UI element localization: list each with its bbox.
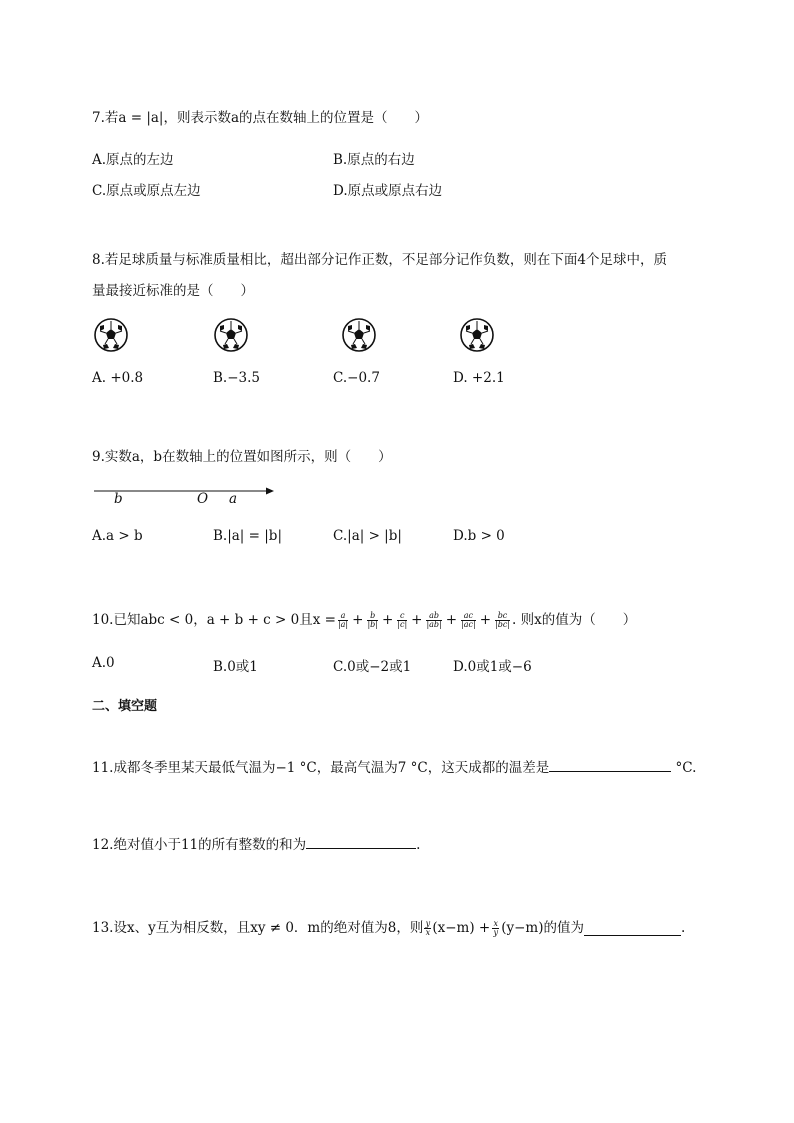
q12-text: 12.绝对值小于11的所有整数的和为 — [92, 837, 307, 853]
plus-sign: + — [411, 612, 423, 628]
q10-fraction — [397, 612, 407, 629]
q9-stem: 9.实数a，b在数轴上的位置如图所示，则（ ） — [92, 449, 392, 465]
q9-option-a: A.a > b — [92, 528, 143, 544]
q10-fraction-num: a — [340, 610, 346, 620]
plus-sign: + — [479, 612, 491, 628]
q10-option-a: A.0 — [92, 655, 115, 671]
q10-fraction-sum — [336, 610, 512, 630]
soccer-ball-icon — [213, 317, 249, 353]
q10-fraction-den: |c| — [397, 619, 408, 629]
q10-fraction-den: |bc| — [495, 619, 510, 629]
axis-label-origin: O — [197, 491, 209, 507]
q10-stem-prefix: 10.已知abc < 0，a + b + c > 0且x = — [92, 612, 336, 628]
q13-fraction-2-den: y — [493, 927, 498, 937]
q9-option-b: B.|a| = |b| — [213, 528, 282, 544]
q13-fraction-1-den: x — [425, 927, 431, 937]
q8-stem-line1: 8.若足球质量与标准质量相比，超出部分记作正数，不足部分记作负数，则在下面4个足球中，质 — [92, 252, 667, 268]
section-title: 二、填空题 — [92, 699, 158, 714]
q13-fraction-2-num: x — [493, 918, 498, 928]
q10-fraction-num: c — [399, 610, 405, 620]
q13-mid2: (y−m)的值为 — [501, 920, 584, 936]
q8-option-a: A. +0.8 — [92, 370, 144, 386]
q10-fraction — [461, 612, 476, 629]
plus-sign: + — [381, 612, 394, 628]
q11-answer-blank[interactable] — [549, 757, 671, 772]
q10-fraction-num: ac — [463, 610, 473, 620]
q13-fraction-1-num: y — [425, 918, 431, 928]
soccer-ball-icon — [459, 317, 495, 353]
q10-fraction — [338, 612, 348, 629]
soccer-ball-icon — [341, 317, 377, 353]
q9-option-d: D.b > 0 — [453, 528, 505, 544]
q10-fraction-num: bc — [497, 610, 508, 620]
q10-fraction — [426, 612, 441, 629]
q10-fraction — [367, 612, 378, 629]
q13-answer-blank[interactable] — [584, 921, 681, 936]
q13-fraction-2 — [492, 920, 499, 937]
q10-fraction-den: |ac| — [461, 619, 476, 629]
q8-option-d: D. +2.1 — [453, 370, 505, 386]
q10-fraction — [495, 612, 510, 629]
plus-sign: + — [352, 612, 364, 628]
q11-text: 11.成都冬季里某天最低气温为−1 °C，最高气温为7 °C，这天成都的温差是 — [92, 760, 550, 776]
q13-fraction-1 — [424, 920, 431, 937]
q13-mid1: (x−m) + — [432, 920, 491, 936]
q12-suffix: . — [416, 837, 421, 853]
q7-option-d: D.原点或原点右边 — [333, 183, 443, 199]
plus-sign: + — [445, 612, 458, 628]
q9-option-c: C.|a| > |b| — [333, 528, 402, 544]
q10-stem-suffix: . 则x的值为（ ） — [512, 612, 637, 628]
q10-fraction-den: |ab| — [426, 619, 442, 629]
q8-option-c: C.−0.7 — [333, 370, 380, 386]
q7-option-a: A.原点的左边 — [92, 152, 174, 168]
q7-option-c: C.原点或原点左边 — [92, 183, 201, 199]
q13-stem — [92, 918, 685, 938]
q10-fraction-den: |b| — [367, 619, 378, 629]
q10-option-b: B.0或1 — [213, 659, 258, 675]
axis-label-b: b — [114, 491, 123, 507]
q11-stem — [92, 757, 696, 778]
q7-stem: 7.若a = |a|，则表示数a的点在数轴上的位置是（ ） — [92, 110, 429, 126]
q10-fraction-den: |a| — [337, 619, 349, 629]
q12-answer-blank[interactable] — [306, 834, 416, 849]
q10-stem — [92, 610, 636, 630]
axis-label-a: a — [229, 491, 238, 507]
q10-fraction-num: ab — [429, 610, 440, 620]
q8-stem-line2: 量最接近标准的是（ ） — [92, 283, 254, 299]
q10-option-c: C.0或−2或1 — [333, 659, 412, 675]
q8-option-b: B.−3.5 — [213, 370, 260, 386]
q10-fraction-num: b — [370, 610, 376, 620]
q13-prefix: 13.设x、y互为相反数，且xy ≠ 0．m的绝对值为8，则 — [92, 920, 424, 936]
q11-suffix: °C. — [671, 760, 697, 776]
q12-stem — [92, 834, 420, 855]
q10-option-d: D.0或1或−6 — [453, 659, 532, 675]
soccer-ball-icon — [93, 317, 129, 353]
q7-option-b: B.原点的右边 — [333, 152, 415, 168]
q13-suffix: . — [680, 920, 686, 936]
